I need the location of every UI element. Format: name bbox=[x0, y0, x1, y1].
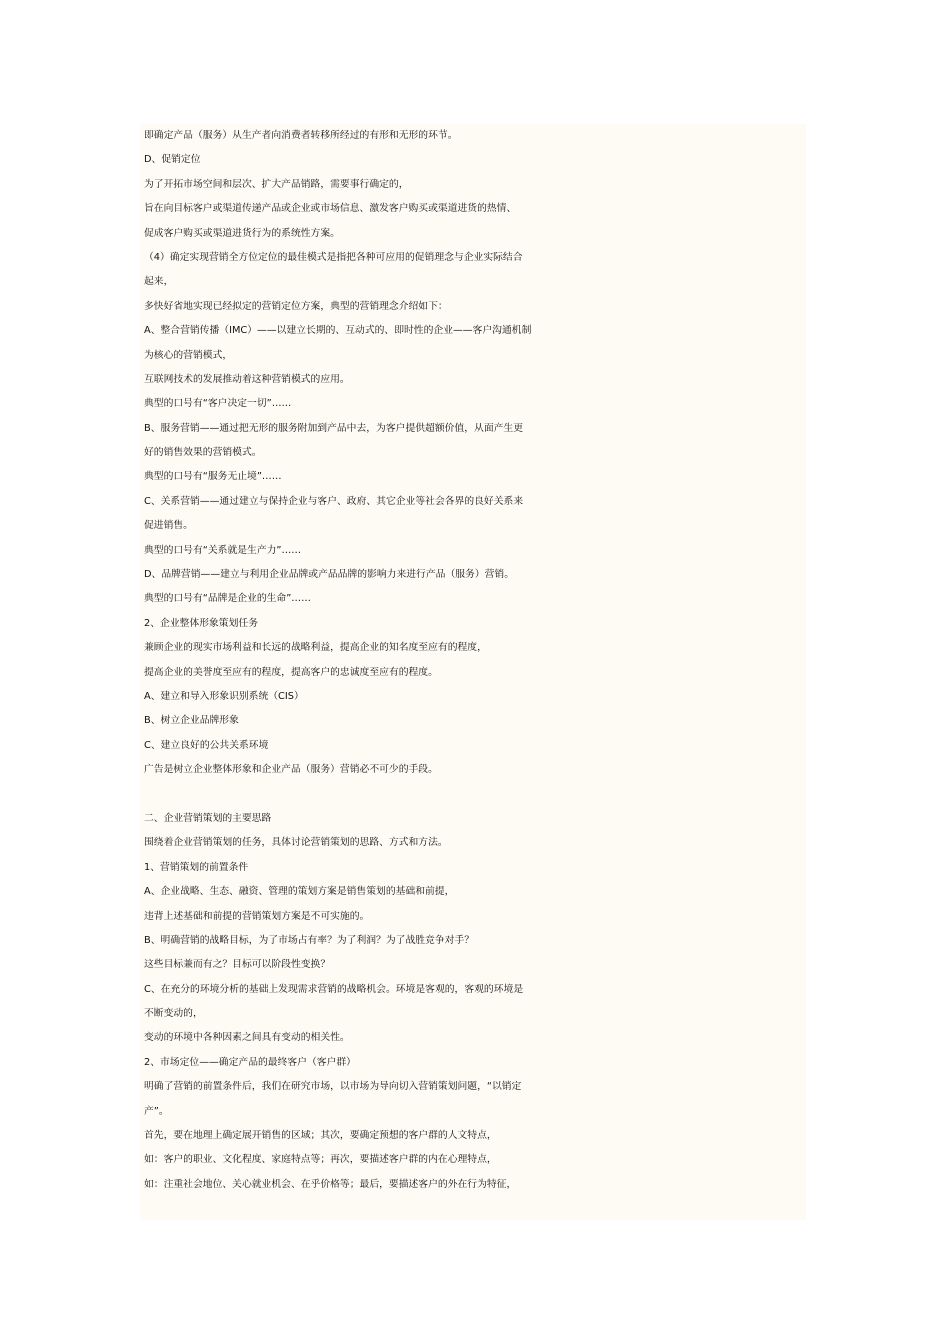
text-line: 互联网技术的发展推动着这种营销模式的应用。 bbox=[144, 373, 350, 385]
text-line: D、品牌营销——建立与利用企业品牌或产品品牌的影响力来进行产品（服务）营销。 bbox=[144, 569, 515, 581]
text-line: 提高企业的美誉度至应有的程度，提高客户的忠诚度至应有的程度。 bbox=[144, 666, 438, 678]
text-line: B、服务营销——通过把无形的服务附加到产品中去，为客户提供超额价值，从面产生更 bbox=[144, 422, 524, 434]
text-line: 促成客户购买或渠道进货行为的系统性方案。 bbox=[144, 227, 340, 239]
text-line: 变动的环境中各种因素之间具有变动的相关性。 bbox=[144, 1032, 350, 1044]
text-line: 典型的口号有“关系就是生产力”…… bbox=[144, 544, 302, 556]
text-line: D、促销定位 bbox=[144, 154, 201, 166]
text-line: 2、企业整体形象策划任务 bbox=[144, 617, 258, 629]
text-line: 广告是树立企业整体形象和企业产品（服务）营销必不可少的手段。 bbox=[144, 764, 438, 776]
text-line: 二、企业营销策划的主要思路 bbox=[144, 812, 272, 824]
text-line: 促进销售。 bbox=[144, 520, 193, 532]
text-line: 典型的口号有“服务无止境”…… bbox=[144, 471, 282, 483]
text-line: B、明确营销的战略目标，为了市场占有率？为了利润？为了战胜竞争对手？ bbox=[144, 934, 475, 946]
text-line: A、企业战略、生态、融资、管理的策划方案是销售策划的基础和前提， bbox=[144, 886, 455, 898]
text-line: A、整合营销传播（IMC）——以建立长期的、互动式的、即时性的企业——客户沟通机制 bbox=[144, 325, 532, 337]
text-line: B、树立企业品牌形象 bbox=[144, 715, 239, 727]
text-line: C、关系营销——通过建立与保持企业与客户、政府、其它企业等社会各界的良好关系来 bbox=[144, 495, 524, 507]
text-line: 兼顾企业的现实市场利益和长远的战略利益，提高企业的知名度至应有的程度， bbox=[144, 642, 487, 654]
text-line: A、建立和导入形象识别系统（CIS） bbox=[144, 690, 304, 702]
text-line: （4）确定实现营销全方位定位的最佳模式是指把各种可应用的促销理念与企业实际结合 bbox=[144, 251, 523, 263]
text-line: 旨在向目标客户或渠道传递产品或企业或市场信息、激发客户购买或渠道进货的热情、 bbox=[144, 203, 517, 215]
text-line: 首先，要在地理上确定展开销售的区域；其次，要确定预想的客户群的人文特点， bbox=[144, 1130, 497, 1142]
text-line: 这些目标兼而有之？目标可以阶段性变换？ bbox=[144, 959, 331, 971]
text-line: 典型的口号有“客户决定一切”…… bbox=[144, 398, 292, 410]
text-line: 违背上述基础和前提的营销策划方案是不可实施的。 bbox=[144, 910, 370, 922]
text-line: 2、市场定位——确定产品的最终客户（客户群） bbox=[144, 1056, 356, 1068]
text-line: 如：注重社会地位、关心就业机会、在乎价格等；最后，要描述客户的外在行为特征， bbox=[144, 1178, 517, 1190]
text-line: C、建立良好的公共关系环境 bbox=[144, 739, 269, 751]
text-line: 1、营销策划的前置条件 bbox=[144, 861, 249, 873]
text-line: C、在充分的环境分析的基础上发现需求营销的战略机会。环境是客观的，客观的环境是 bbox=[144, 983, 524, 995]
text-line: 围绕着企业营销策划的任务，具体讨论营销策划的思路、方式和方法。 bbox=[144, 837, 448, 849]
text-line: 不断变动的， bbox=[144, 1008, 203, 1020]
text-line: 即确定产品（服务）从生产者向消费者转移所经过的有形和无形的环节。 bbox=[144, 130, 458, 141]
text-line: 好的销售效果的营销模式。 bbox=[144, 447, 262, 459]
document-body bbox=[140, 124, 806, 1220]
text-line: 为了开拓市场空间和层次、扩大产品销路，需要事行确定的， bbox=[144, 178, 409, 190]
text-line: 产”。 bbox=[144, 1105, 169, 1117]
text-line: 多快好省地实现已经拟定的营销定位方案，典型的营销理念介绍如下： bbox=[144, 300, 448, 312]
text-line: 为核心的营销模式， bbox=[144, 349, 233, 361]
text-line: 明确了营销的前置条件后，我们在研究市场，以市场为导向切入营销策划问题，“以销定 bbox=[144, 1081, 522, 1093]
text-line: 起来， bbox=[144, 276, 174, 288]
text-line: 典型的口号有“品牌是企业的生命”…… bbox=[144, 593, 311, 605]
text-line: 如：客户的职业、文化程度、家庭特点等；再次，要描述客户群的内在心理特点， bbox=[144, 1154, 497, 1166]
text-line bbox=[140, 783, 806, 807]
